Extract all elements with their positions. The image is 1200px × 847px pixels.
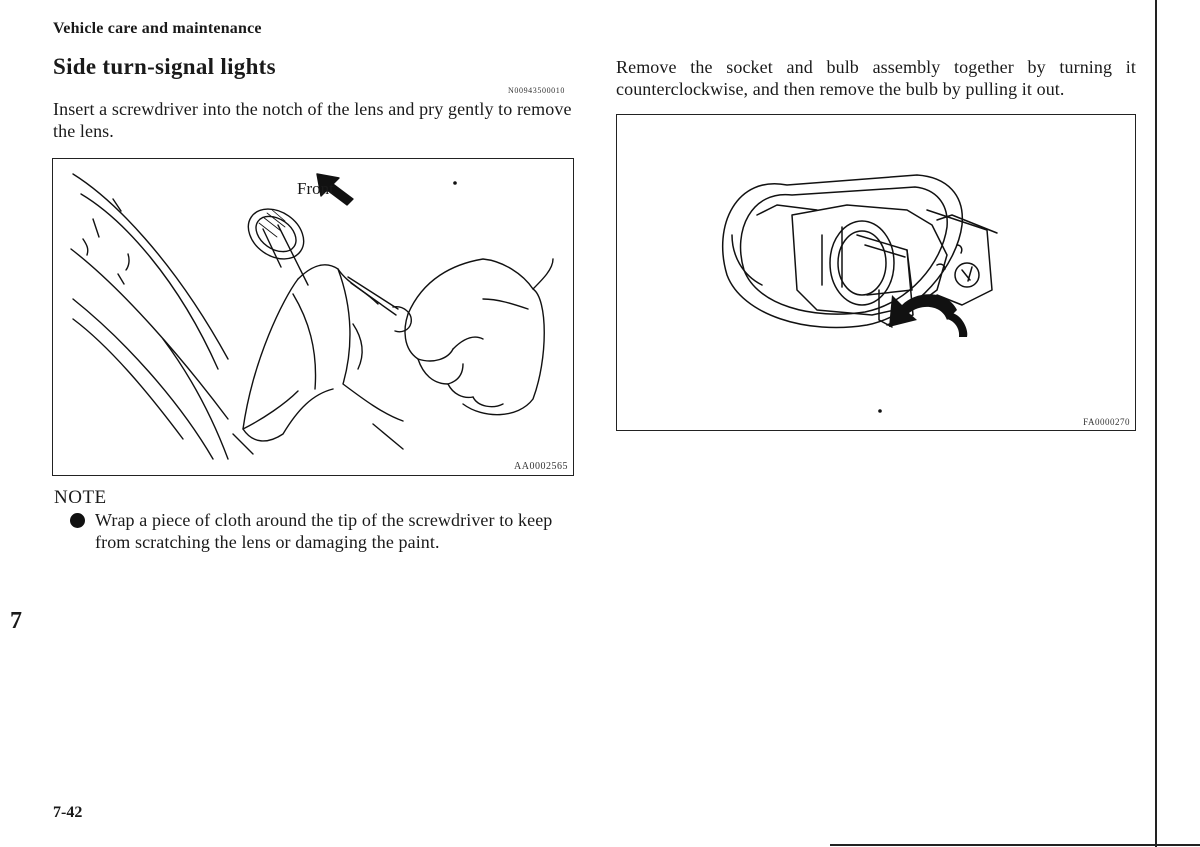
socket-removal-illustration [617,115,1135,430]
page-edge-rule [1155,0,1157,847]
lens-removal-illustration [53,159,573,475]
step-2-text: Remove the socket and bulb assembly together by turning it counterclockwise, and then remove the bulb by pulling it out. [616,57,1136,99]
step-1-text: Insert a screwdriver into the notch of the lens and pry gently to remove the lens. [53,99,572,141]
chapter-number: 7 [10,608,22,634]
front-label: Front [297,179,334,198]
page-bottom-rule [830,844,1200,846]
reference-code: N00943500010 [508,86,565,95]
figure-lens-removal [52,158,574,476]
page-title: Side turn-signal lights [53,54,276,79]
section-header: Vehicle care and maintenance [53,20,262,37]
figure-socket-removal [616,114,1136,431]
note-item-text: Wrap a piece of cloth around the tip of the screwdriver to keep from scratching the lens or damaging the paint. [95,510,553,552]
note-heading: NOTE [54,487,107,508]
figure-code: FA0000270 [1083,417,1130,427]
page-number: 7-42 [53,804,83,821]
bullet-icon [70,513,85,528]
figure-code: AA0002565 [514,461,568,472]
